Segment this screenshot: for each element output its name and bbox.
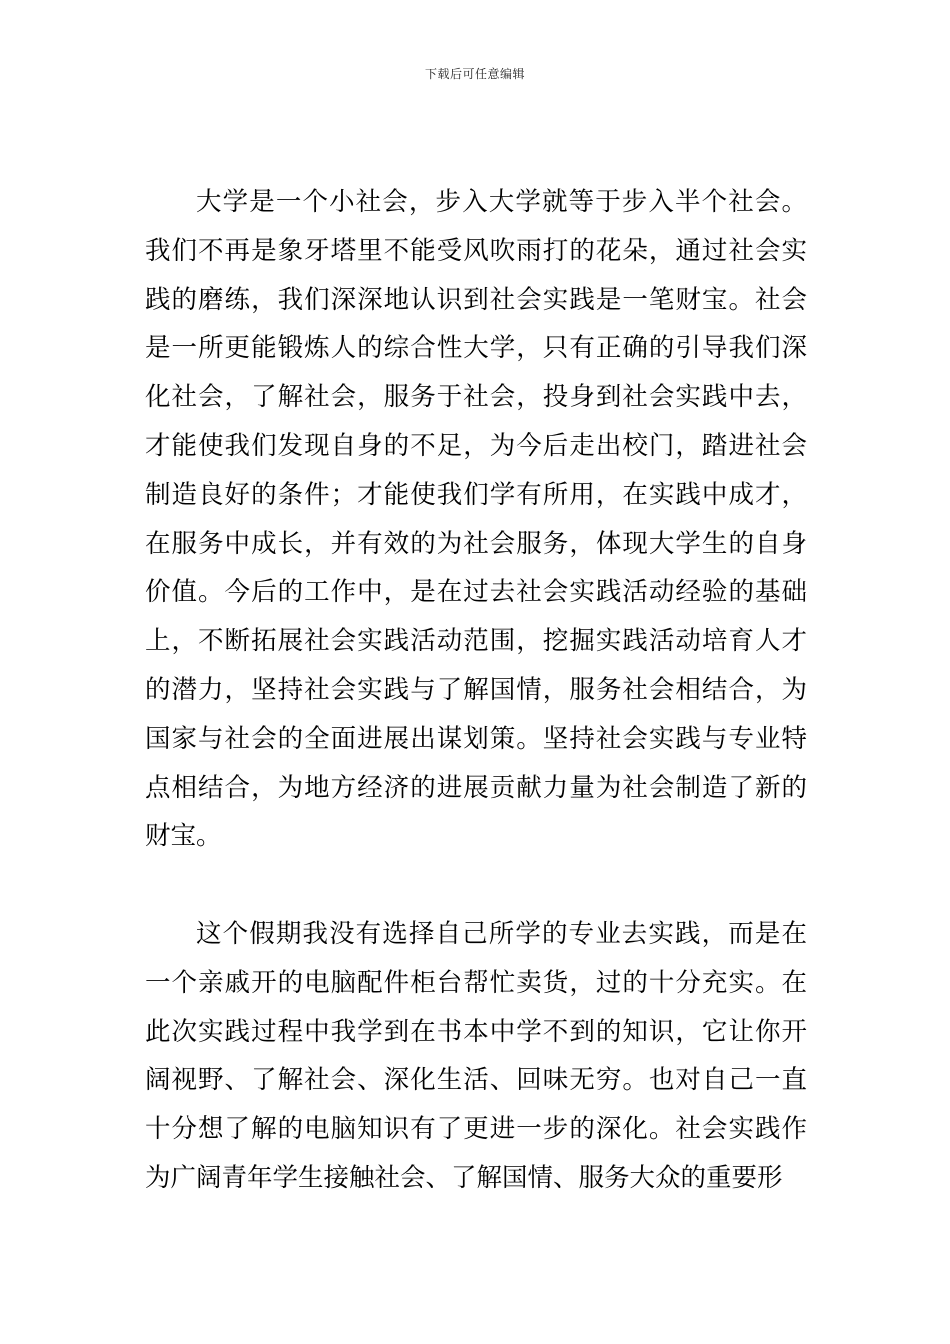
paragraph-1: 大学是一个小社会，步入大学就等于步入半个社会。我们不再是象牙塔里不能受风吹雨打的花朵，通过社会实践的磨练，我们深深地认识到社会实践是一笔财宝。社会是一所更能锻炼人的综合性大学，只有正确的引导我们深化社会，了解社会，服务于社会，投身到社会实践中去，才能使我们发现自身的不足，为今后走出校门，踏进社会制造良好的条件；才能使我们学有所用，在实践中成才，在服务中成长，并有效的为社会服务，体现大学生的自身价值。今后的工作中，是在过去社会实践活动经验的基础上，不断拓展社会实践活动范围，挖掘实践活动培育人才的潜力，坚持社会实践与了解国情，服务社会相结合，为国家与社会的全面进展出谋划策。坚持社会实践与专业特点相结合，为地方经济的进展贡献力量为社会制造了新的财宝。: [145, 187, 807, 852]
document-body: [145, 178, 807, 1203]
paragraph-2: 这个假期我没有选择自己所学的专业去实践，而是在一个亲戚开的电脑配件柜台帮忙卖货，过的十分充实。在此次实践过程中我学到在书本中学不到的知识，它让你开阔视野、了解社会、深化生活、回味无穷。也对自己一直十分想了解的电脑知识有了更进一步的深化。社会实践作为广阔青年学生接触社会、了解国情、服务大众的重要形: [145, 918, 807, 1193]
header-note: 下载后可任意编辑: [424, 67, 525, 81]
